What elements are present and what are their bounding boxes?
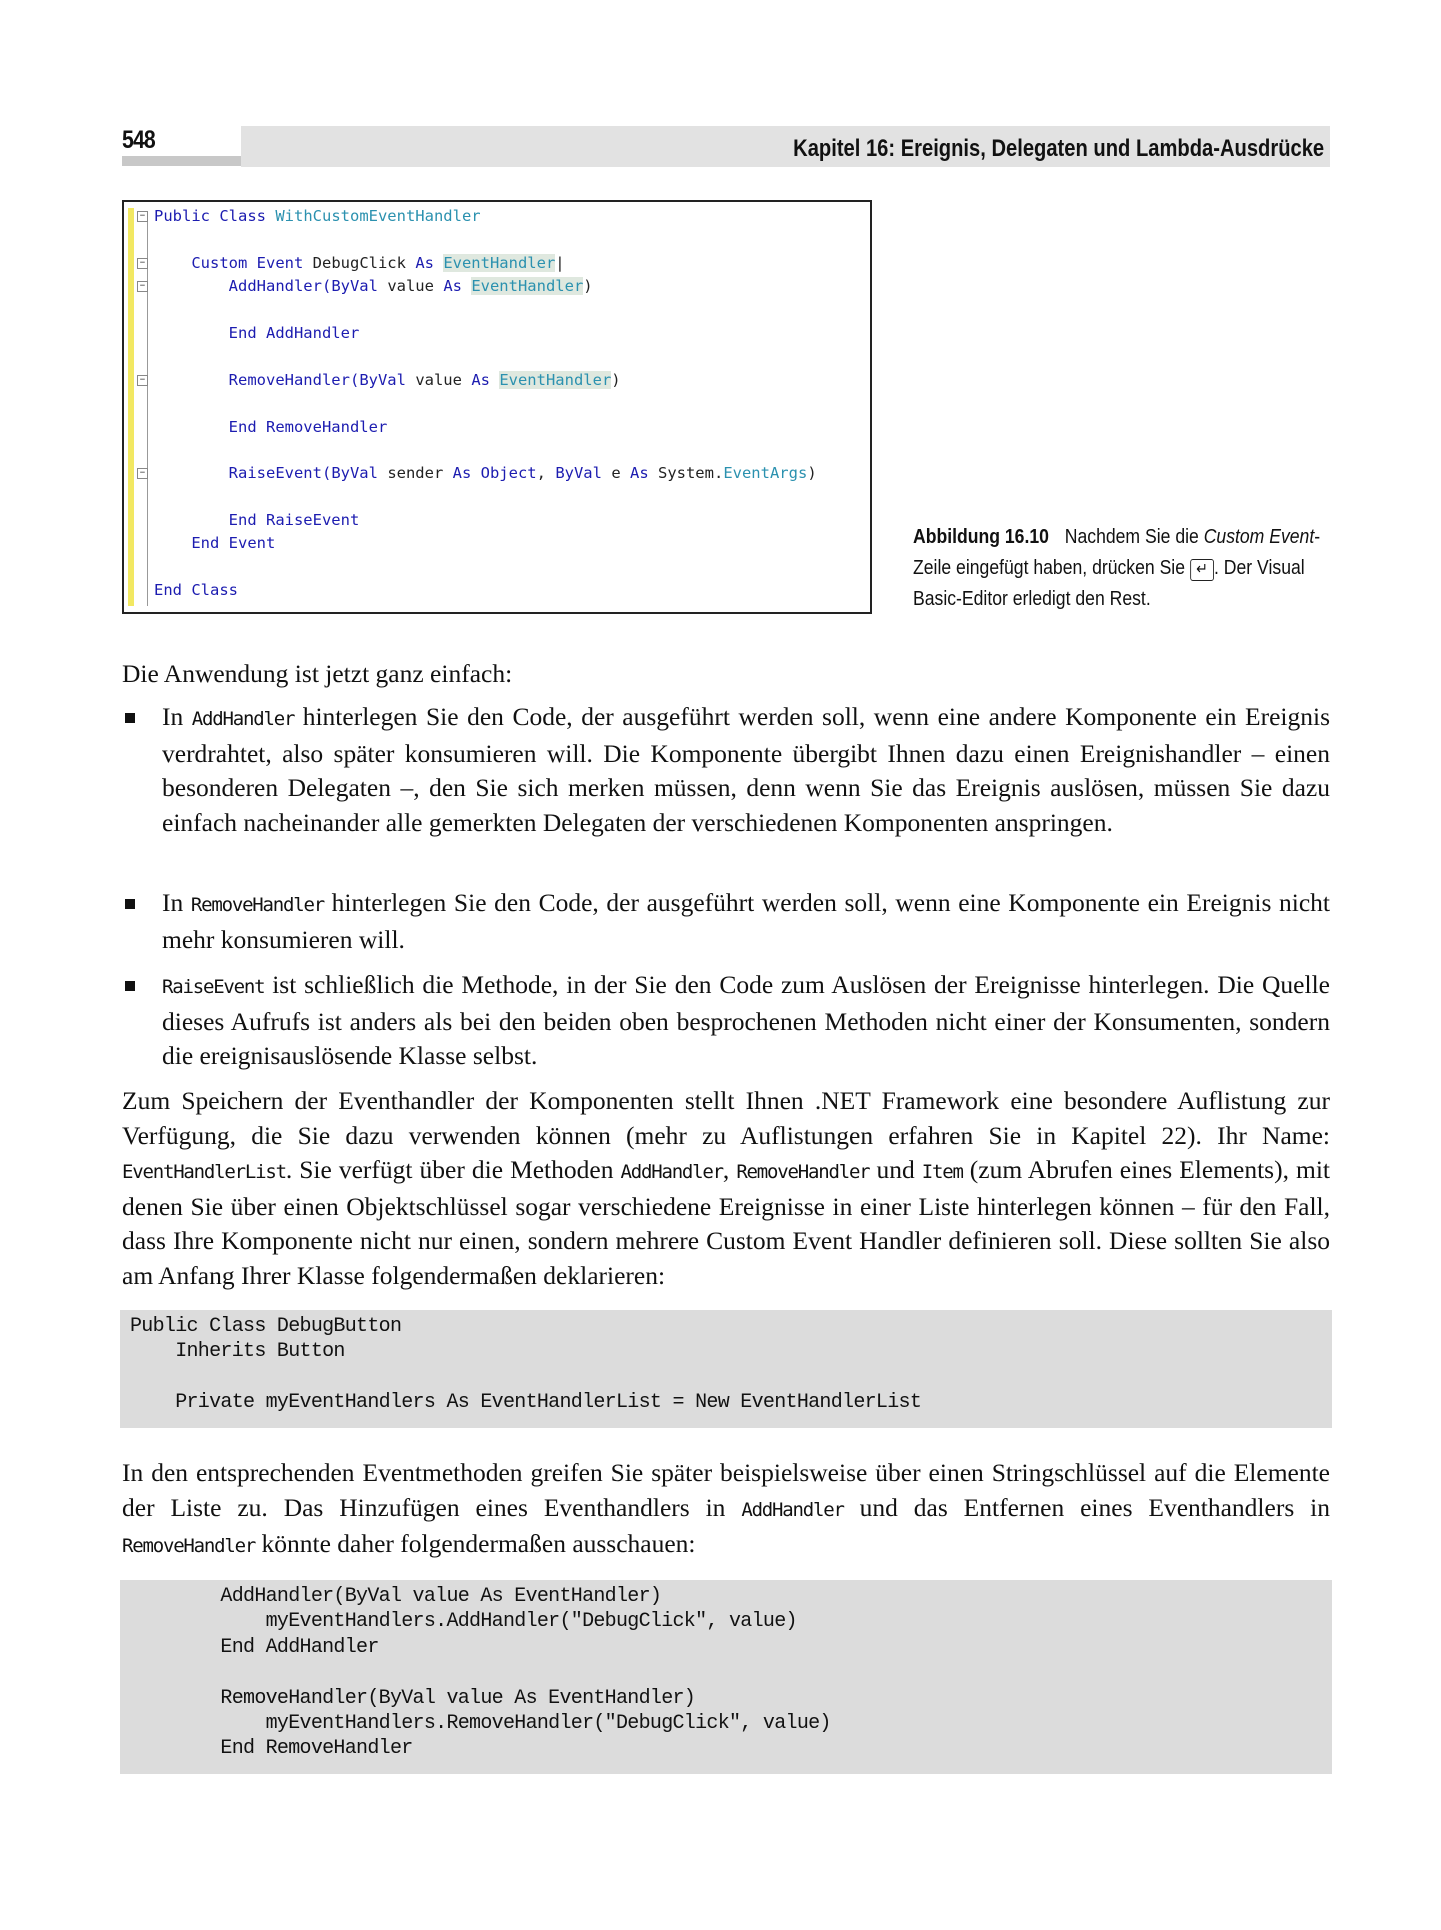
code-token [154, 371, 229, 389]
code-token: | [555, 253, 565, 272]
code-line [154, 416, 817, 439]
change-margin-bar [128, 208, 134, 606]
code-token: As [415, 253, 444, 272]
code-token: RaiseEvent( [228, 464, 332, 483]
code-token: , [536, 464, 556, 483]
code-line [154, 345, 817, 368]
caption-italic: Custom Event [1203, 526, 1315, 548]
text: und [869, 1155, 922, 1184]
code-token [154, 464, 229, 482]
code-block: Public Class DebugButton Inherits Button Private myEventHandlers As EventHandlerList = New EventHandlerList [120, 1310, 1332, 1428]
code-block: AddHandler(ByVal value As EventHandler) myEventHandlers.AddHandler("DebugClick", value) End AddHandler RemoveHandler(ByVal value As EventHandler) myEventHandlers.RemoveHandler("DebugClick", value) End RemoveHandler [120, 1580, 1332, 1774]
code-line [154, 486, 817, 509]
text: könnte daher folgendermaßen ausschauen: [255, 1529, 696, 1558]
code-token: e [611, 464, 630, 483]
inline-code: Item [921, 1161, 963, 1183]
code-token: ByVal [331, 277, 388, 296]
code-line [139, 275, 817, 298]
text: In den entsprechenden Eventmethoden greifen Sie später beispielsweise über einen Stringschlüssel auf die Elemente der Liste zu. Das Hinzufügen eines Eventhandlers in [122, 1458, 1330, 1522]
code-line [139, 205, 817, 228]
code-token: System. [657, 464, 724, 483]
code-token [154, 277, 229, 295]
text: , [722, 1155, 737, 1184]
collapse-icon[interactable]: − [137, 281, 148, 292]
code-line [139, 369, 817, 392]
inline-code: EventHandlerList [122, 1161, 286, 1183]
intro-text: Die Anwendung ist jetzt ganz einfach: [122, 659, 513, 688]
code-line [154, 228, 817, 251]
inline-code: RemoveHandler [122, 1535, 256, 1557]
collapse-icon[interactable]: − [137, 258, 148, 269]
text: hinterlegen Sie den Code, der ausgeführt werden soll, wenn eine andere Komponente ein Ereignis verdrahtet, also später konsumieren will. Die Komponente übergibt Ihnen dazu einen Ereignishandler – einen besonderen Delegaten –, den Sie sich merken müssen, denn wenn Sie das Ereignis auslösen, müssen Sie dazu einfach nacheinander alle gemerkten Delegaten der verschiedenen Komponenten anspringen. [162, 702, 1330, 837]
code-token: End RaiseEvent [228, 511, 360, 530]
code-token: RemoveHandler( [228, 370, 360, 389]
code-token [154, 534, 191, 552]
inline-code: AddHandler [741, 1498, 844, 1521]
list-item [122, 968, 1330, 1074]
code-token: As [443, 277, 472, 296]
code-token: End Class [154, 581, 238, 600]
text: (zum Abrufen eines Elements), mit denen Sie über einen Objektschlüssel sogar verschiedene Ereignisse in einer Liste hinterlegen können – für den Fall, dass Ihre Komponente nicht nur einen, sondern mehrere Custom Event Handler definieren soll. Diese sollten Sie also am Anfang Ihrer Klasse folgendermaßen deklarieren: [122, 1155, 1331, 1290]
code-token: value [415, 370, 472, 389]
code-token: As Object [452, 464, 537, 483]
inline-code: RemoveHandler [736, 1161, 870, 1183]
code-line [139, 252, 817, 275]
code-token: DebugClick [312, 253, 416, 272]
code-token: Public Class [154, 207, 276, 225]
code-token: EventHandler [443, 253, 556, 272]
text: und das Entfernen eines Eventhandlers in [843, 1492, 1330, 1522]
code-token: value [387, 277, 444, 296]
text: In [162, 888, 191, 917]
inline-code: AddHandler [620, 1161, 723, 1183]
bullet-icon [125, 981, 135, 991]
code-token: sender [387, 464, 453, 483]
code-line [154, 509, 817, 532]
editor-code [139, 205, 817, 603]
caption-text: . Der Visual Basic-Editor erledigt den Rest. [913, 557, 1305, 610]
code-token: AddHandler( [228, 277, 332, 296]
inline-code: RemoveHandler [190, 894, 324, 916]
page-number: 548 [122, 126, 155, 154]
code-token: ByVal [331, 464, 388, 483]
code-token: As [471, 370, 500, 389]
text: ist schließlich die Methode, in der Sie den Code zum Auslösen der Ereignisse hinterlegen. Die Quelle dieses Aufrufs ist anders als bei den beiden oben besprochenen Methoden nicht einer der Konsumenten, sondern die ereignisauslösende Klasse selbst. [162, 970, 1330, 1070]
text: Zum Speichern der Eventhandler der Komponenten stellt Ihnen .NET Framework eine besondere Auflistung zur Verfügung, die Sie dazu verwenden können (mehr zu Auflistungen erfahren Sie in Kapitel 22). Ihr Name: [122, 1086, 1330, 1150]
caption-text: Nachdem Sie die [1064, 526, 1204, 548]
code-token: ) [807, 464, 817, 483]
code-token: ByVal [555, 464, 612, 483]
inline-code: RaiseEvent [162, 976, 265, 998]
code-token: End RemoveHandler [228, 417, 388, 436]
code-token: EventHandler [471, 277, 584, 296]
enter-key-icon: ↵ [1190, 559, 1214, 581]
text: In [162, 702, 192, 731]
collapse-icon[interactable]: − [137, 468, 148, 479]
code-line [154, 532, 817, 555]
code-line [139, 462, 817, 485]
paragraph [122, 1456, 1330, 1564]
running-header [241, 126, 1330, 167]
bullet-icon [125, 713, 135, 723]
caption-text: -Zeile eingefügt haben, drücken Sie [913, 526, 1321, 579]
page-number-bar [122, 156, 241, 166]
code-token: ByVal [359, 370, 416, 389]
text: hinterlegen Sie den Code, der ausgeführt werden soll, wenn eine Komponente ein Ereignis nicht mehr konsumieren will. [162, 888, 1330, 954]
collapse-icon[interactable]: − [137, 211, 148, 222]
code-token: EventHandler [499, 370, 612, 389]
code-token [154, 511, 229, 529]
code-token: Custom Event [191, 253, 313, 272]
list-item [122, 886, 1330, 957]
code-token: End Event [191, 534, 276, 553]
outline-gutter [147, 216, 148, 606]
paragraph [122, 1084, 1330, 1293]
code-token: WithCustomEventHandler [275, 207, 481, 225]
text: . Sie verfügt über die Methoden [285, 1155, 621, 1184]
bullet-icon [125, 899, 135, 909]
caption-label: Abbildung 16.10 [913, 526, 1049, 548]
code-token: EventArgs [723, 464, 808, 483]
code-token: ) [611, 370, 621, 389]
code-token: ) [583, 277, 593, 296]
code-token [154, 254, 191, 272]
inline-code: AddHandler [191, 708, 295, 730]
figure-code-screenshot [122, 200, 872, 614]
code-line [154, 392, 817, 415]
collapse-icon[interactable]: − [137, 375, 148, 386]
code-line [154, 556, 817, 579]
list-item [122, 700, 1330, 840]
code-line [154, 439, 817, 462]
code-line [154, 322, 817, 345]
code-token [154, 324, 229, 342]
figure-caption [913, 522, 1335, 615]
code-line [154, 579, 817, 602]
code-token: End AddHandler [228, 323, 360, 342]
code-line [154, 299, 817, 322]
code-token: As [629, 464, 658, 483]
chapter-title: Kapitel 16: Ereignis, Delegaten und Lambda-Ausdrücke [792, 135, 1324, 162]
code-token [154, 418, 229, 436]
